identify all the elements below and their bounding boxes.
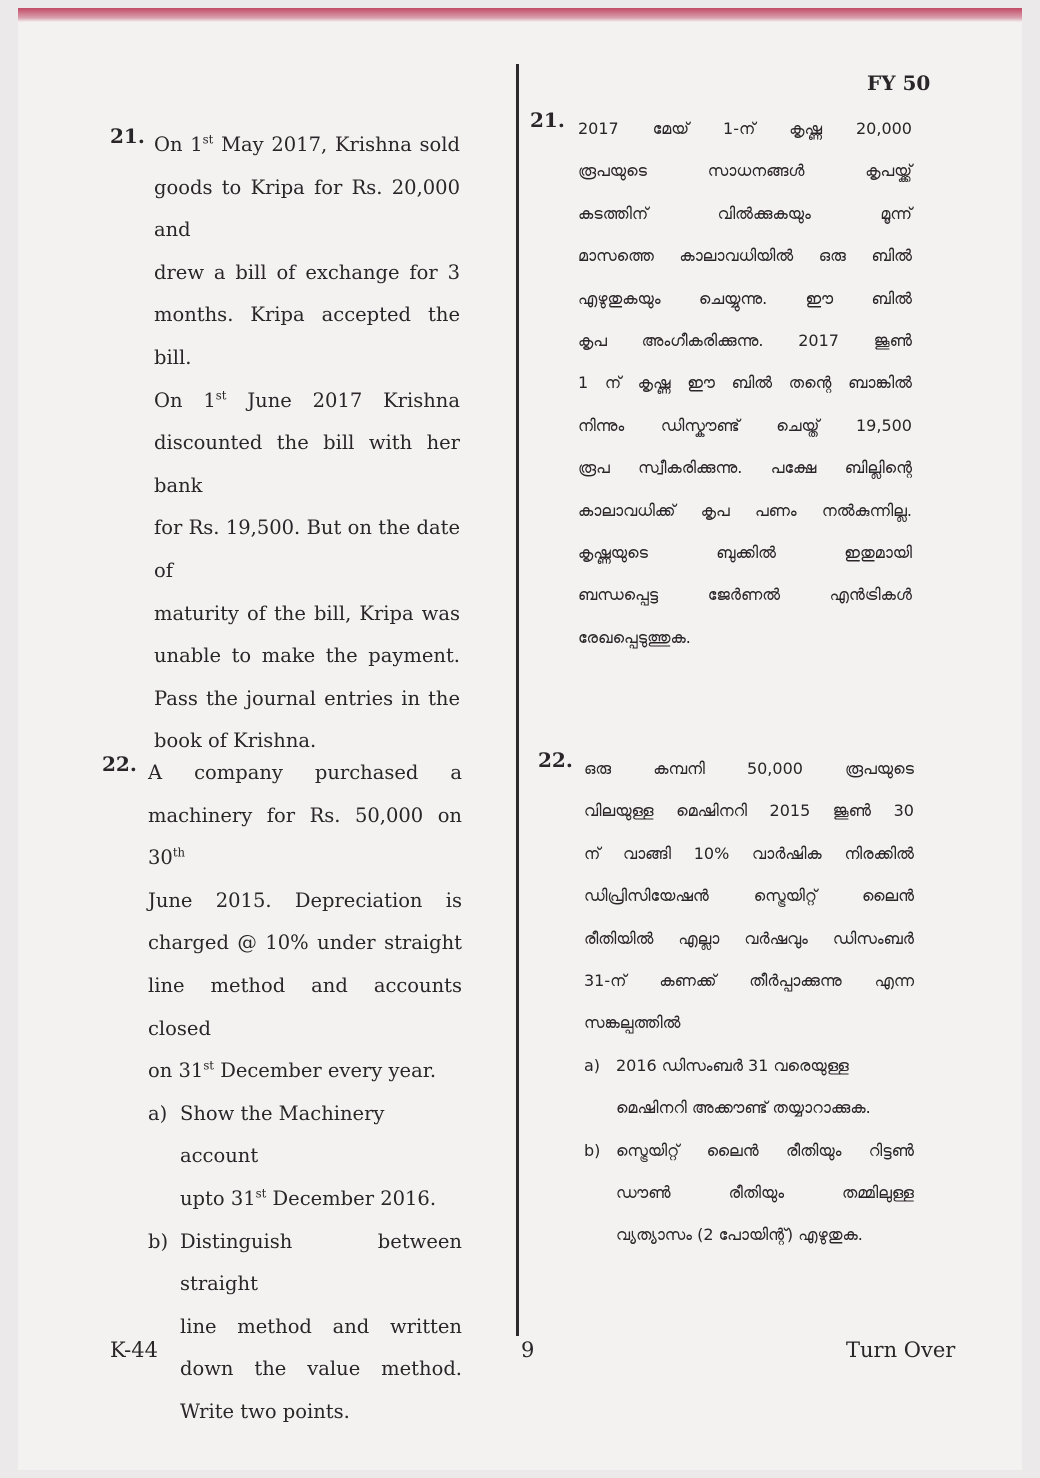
text-line: discounted the bill with her bank <box>154 431 460 497</box>
text-line: ന് വാങ്ങി 10% വാർഷിക നിരക്കിൽ <box>584 843 914 863</box>
text-line: line method and accounts closed <box>148 973 462 1040</box>
text-line: ഒരു കമ്പനി 50,000 രൂപയുടെ <box>584 759 914 778</box>
text-line: രീതിയിൽ എല്ലാ വർഷവും ഡിസംബർ <box>584 928 914 948</box>
text-line: രൂപയുടെ സാധനങ്ങൾ കൃപയ്ക്ക് <box>578 161 912 181</box>
sub-label: b) <box>148 1229 169 1253</box>
text-line: എഴുതുകയും ചെയ്യുന്നു. ഈ ബിൽ <box>578 288 912 308</box>
question-text <box>578 108 912 659</box>
text-line: മാസത്തെ കാലാവധിയിൽ ഒരു ബിൽ <box>578 246 912 266</box>
text-line: on 31st December every year. <box>148 1058 437 1083</box>
text-line: രേഖപ്പെടുത്തുക. <box>578 627 691 647</box>
text-line: Write two points. <box>180 1399 350 1423</box>
text-line: A company purchased a <box>148 761 462 784</box>
sub-question-text <box>616 1045 914 1130</box>
question-number: 21. <box>110 124 145 148</box>
exam-page <box>18 8 1022 1470</box>
sub-question-text <box>180 1093 462 1221</box>
question-text <box>154 124 460 763</box>
text-line: കൃഷ്ണയുടെ ബുക്കിൽ ഇതുമായി <box>578 543 912 563</box>
question-text <box>148 752 462 1093</box>
text-line: രൂപ സ്വീകരിക്കുന്നു. പക്ഷേ ബില്ലിന്റെ <box>578 458 912 478</box>
text-line: down the value method. <box>180 1357 462 1381</box>
sub-question-text <box>180 1221 462 1434</box>
text-line: machinery for Rs. 50,000 on 30th <box>148 803 462 870</box>
text-line: 2017 മേയ് 1-ന് കൃഷ്ണ 20,000 <box>578 119 912 138</box>
text-line: book of Krishna. <box>154 729 317 753</box>
text-line: ബന്ധപ്പെട്ട ജേർണൽ എൻട്രികൾ <box>578 585 912 605</box>
sub-question-b <box>584 1130 914 1257</box>
text-line: line method and written <box>180 1314 462 1338</box>
text-line: goods to Kripa for Rs. 20,000 and <box>154 175 460 242</box>
sub-label: a) <box>148 1101 168 1125</box>
paper-code: FY 50 <box>867 71 931 95</box>
text-line: Show the Machinery account <box>180 1101 385 1168</box>
sub-question-b <box>148 1221 462 1434</box>
question-22-malayalam <box>538 748 914 1257</box>
text-line: Pass the journal entries in the <box>154 686 460 710</box>
text-line: maturity of the bill, Kripa was <box>154 601 460 625</box>
sub-question-a <box>584 1045 914 1130</box>
text-line: drew a bill of exchange for 3 <box>154 260 460 284</box>
text-line: കടത്തിന് വിൽക്കുകയും മൂന്ന് <box>578 203 912 223</box>
text-line: നിന്നും ഡിസ്കൗണ്ട് ചെയ്ത് 19,500 <box>578 415 912 435</box>
text-line: charged @ 10% under straight <box>148 931 462 955</box>
text-line: months. Kripa accepted the bill. <box>154 303 460 369</box>
text-line: കൃപ അംഗീകരിക്കുന്നു. 2017 ജൂൺ <box>578 331 912 351</box>
column-divider <box>516 64 519 1336</box>
text-line: സ്ട്രെയിറ്റ് ലൈൻ രീതിയും റിട്ടൺ <box>616 1140 914 1160</box>
text-line: ഡിപ്രിസിയേഷൻ സ്ട്രെയിറ്റ് ലൈൻ <box>584 886 914 906</box>
text-line: for Rs. 19,500. But on the date of <box>154 516 460 582</box>
question-number: 22. <box>102 752 137 776</box>
text-line: 31-ന് കണക്ക് തീർപ്പാക്കുന്നു എന്ന <box>584 971 914 991</box>
question-text <box>584 748 914 1045</box>
question-number: 22. <box>538 748 573 772</box>
text-line: upto 31st December 2016. <box>180 1186 437 1210</box>
text-line: unable to make the payment. <box>154 644 460 668</box>
text-line: 2016 ഡിസംബർ 31 വരെയുള്ള <box>616 1055 849 1075</box>
text-line: ഡൗൺ രീതിയും തമ്മിലുള്ള <box>616 1183 914 1203</box>
sub-question-text <box>616 1130 914 1257</box>
text-line: 1 ന് കൃഷ്ണ ഈ ബിൽ തന്റെ ബാങ്കിൽ <box>578 373 912 393</box>
question-number: 21. <box>530 108 565 132</box>
booklet-code: K-44 <box>110 1338 158 1362</box>
sub-label: a) <box>584 1055 601 1075</box>
text-line: On 1st June 2017 Krishna <box>154 388 460 412</box>
text-line: വ്യത്യാസം (2 പോയിന്റ്) എഴുതുക. <box>616 1225 863 1245</box>
text-line: On 1st May 2017, Krishna sold <box>154 132 460 156</box>
text-line: സങ്കല്പത്തിൽ <box>584 1013 681 1033</box>
sub-label: b) <box>584 1140 601 1160</box>
text-line: June 2015. Depreciation is <box>148 888 462 912</box>
question-21-malayalam <box>530 108 912 659</box>
text-line: Distinguish between straight <box>180 1229 462 1296</box>
question-22-english <box>102 752 462 1434</box>
page-top-edge <box>18 8 1022 22</box>
sub-question-a <box>148 1093 462 1221</box>
page-number: 9 <box>521 1338 535 1362</box>
text-line: മെഷിനറി അക്കൗണ്ട് തയ്യാറാക്കുക. <box>616 1098 871 1118</box>
text-line: വിലയുള്ള മെഷിനറി 2015 ജൂൺ 30 <box>584 801 914 821</box>
question-21-english <box>110 124 460 763</box>
text-line: കാലാവധിക്ക് കൃപ പണം നൽകുന്നില്ല. <box>578 500 912 520</box>
turn-over-note: Turn Over <box>846 1338 956 1362</box>
